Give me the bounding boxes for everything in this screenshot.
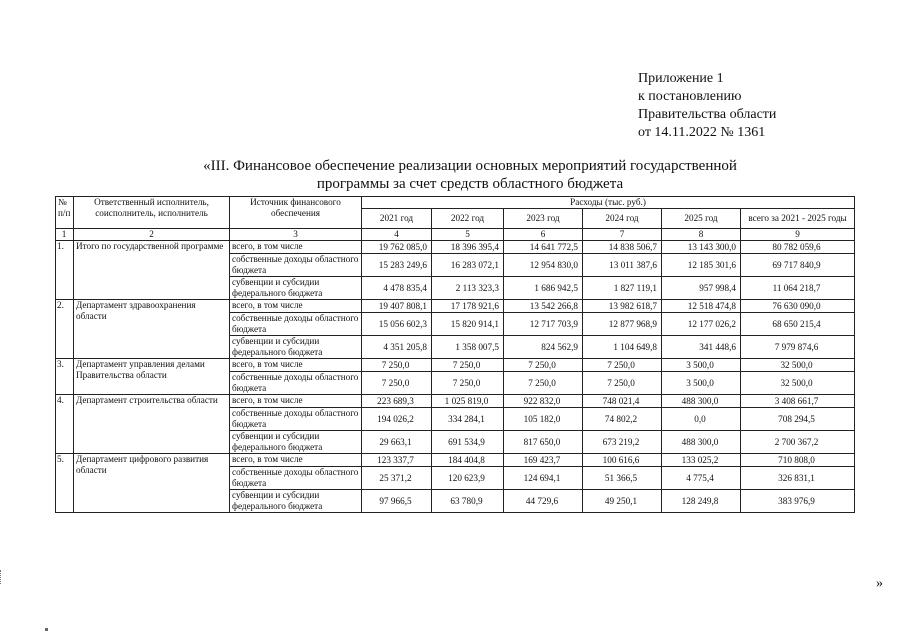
row-source: всего, в том числе [230, 454, 362, 467]
margin-mark [0, 570, 5, 584]
cell-total: 708 294,5 [741, 408, 855, 431]
cell-value: 14 641 772,5 [504, 241, 583, 254]
appendix-line-2: к постановлению [638, 89, 742, 104]
row-source: субвенции и субсидии федерального бюджета [230, 336, 362, 359]
cell-value: 12 877 968,9 [583, 313, 662, 336]
title-line-1: «III. Финансовое обеспечение реализации основных мероприятий государственной [203, 158, 737, 174]
cell-value: 13 011 387,6 [583, 254, 662, 277]
cell-value: 488 300,0 [662, 431, 741, 454]
cell-value: 12 954 830,0 [504, 254, 583, 277]
cell-value: 25 371,2 [362, 467, 432, 490]
table-row [56, 300, 855, 313]
cell-total: 32 500,0 [741, 372, 855, 395]
appendix-line-4: от 14.11.2022 № 1361 [638, 125, 766, 140]
cell-value: 1 827 119,1 [583, 277, 662, 300]
table-row [56, 395, 855, 408]
col-index: 7 [583, 229, 662, 241]
cell-value: 341 448,6 [662, 336, 741, 359]
row-num: 3. [56, 359, 74, 395]
cell-value: 15 820 914,1 [432, 313, 504, 336]
cell-value: 15 056 602,3 [362, 313, 432, 336]
cell-total: 383 976,9 [741, 490, 855, 513]
cell-value: 17 178 921,6 [432, 300, 504, 313]
cell-value: 124 694,1 [504, 467, 583, 490]
row-executor: Департамент здравоохранения области [74, 300, 230, 359]
cell-value: 922 832,0 [504, 395, 583, 408]
cell-value: 49 250,1 [583, 490, 662, 513]
cell-value: 128 249,8 [662, 490, 741, 513]
row-source: субвенции и субсидии федерального бюджета [230, 431, 362, 454]
cell-value: 4 478 835,4 [362, 277, 432, 300]
appendix-line-3: Правительства области [638, 107, 777, 122]
cell-value: 18 396 395,4 [432, 241, 504, 254]
cell-value: 1 358 007,5 [432, 336, 504, 359]
cell-value: 1 686 942,5 [504, 277, 583, 300]
cell-value: 19 762 085,0 [362, 241, 432, 254]
cell-total: 710 808,0 [741, 454, 855, 467]
cell-value: 223 689,3 [362, 395, 432, 408]
header-expenses: Расходы (тыс. руб.) [362, 197, 855, 209]
cell-total: 11 064 218,7 [741, 277, 855, 300]
row-source: субвенции и субсидии федерального бюджета [230, 490, 362, 513]
row-num: 5. [56, 454, 74, 513]
cell-value: 824 562,9 [504, 336, 583, 359]
cell-value: 13 143 300,0 [662, 241, 741, 254]
cell-value: 51 366,5 [583, 467, 662, 490]
header-executor: Ответственный исполнитель, соисполнитель, исполнитель [74, 197, 230, 229]
cell-value: 184 404,8 [432, 454, 504, 467]
cell-value: 7 250,0 [362, 372, 432, 395]
cell-value: 7 250,0 [362, 359, 432, 372]
col-index: 1 [56, 229, 74, 241]
appendix-line-1: Приложение 1 [638, 71, 724, 86]
column-index-row [56, 229, 855, 241]
cell-value: 7 250,0 [432, 359, 504, 372]
cell-value: 100 616,6 [583, 454, 662, 467]
row-source: собственные доходы областного бюджета [230, 313, 362, 336]
cell-value: 12 177 026,2 [662, 313, 741, 336]
row-source: субвенции и субсидии федерального бюджета [230, 277, 362, 300]
cell-value: 748 021,4 [583, 395, 662, 408]
cell-value: 19 407 808,1 [362, 300, 432, 313]
appendix-block [638, 70, 776, 142]
row-source: собственные доходы областного бюджета [230, 408, 362, 431]
cell-total: 326 831,1 [741, 467, 855, 490]
cell-total: 7 979 874,6 [741, 336, 855, 359]
row-executor: Департамент строительства области [74, 395, 230, 454]
col-index: 3 [230, 229, 362, 241]
table-row [56, 454, 855, 467]
header-total: всего за 2021 - 2025 годы [741, 209, 855, 229]
table-row [56, 359, 855, 372]
cell-value: 15 283 249,6 [362, 254, 432, 277]
cell-value: 7 250,0 [583, 359, 662, 372]
row-source: собственные доходы областного бюджета [230, 372, 362, 395]
col-index: 8 [662, 229, 741, 241]
cell-total: 2 700 367,2 [741, 431, 855, 454]
cell-value: 673 219,2 [583, 431, 662, 454]
cell-total: 32 500,0 [741, 359, 855, 372]
cell-value: 3 500,0 [662, 372, 741, 395]
row-source: всего, в том числе [230, 300, 362, 313]
table-row [56, 241, 855, 254]
header-year-2022: 2022 год [432, 209, 504, 229]
header-year-2024: 2024 год [583, 209, 662, 229]
header-source: Источник финансового обеспечения [230, 197, 362, 229]
cell-value: 4 775,4 [662, 467, 741, 490]
cell-value: 123 337,7 [362, 454, 432, 467]
margin-dot [45, 628, 48, 631]
cell-value: 169 423,7 [504, 454, 583, 467]
cell-value: 194 026,2 [362, 408, 432, 431]
cell-value: 7 250,0 [583, 372, 662, 395]
cell-value: 120 623,9 [432, 467, 504, 490]
header-year-2021: 2021 год [362, 209, 432, 229]
cell-value: 97 966,5 [362, 490, 432, 513]
row-executor: Департамент управления делами Правительства области [74, 359, 230, 395]
col-index: 5 [432, 229, 504, 241]
cell-value: 13 982 618,7 [583, 300, 662, 313]
title-line-2: программы за счет средств областного бюджета [316, 176, 624, 192]
cell-value: 4 351 205,8 [362, 336, 432, 359]
cell-value: 16 283 072,1 [432, 254, 504, 277]
col-index: 6 [504, 229, 583, 241]
cell-total: 76 630 090,0 [741, 300, 855, 313]
col-index: 4 [362, 229, 432, 241]
col-index: 2 [74, 229, 230, 241]
row-source: собственные доходы областного бюджета [230, 254, 362, 277]
row-num: 1. [56, 241, 74, 300]
row-source: собственные доходы областного бюджета [230, 467, 362, 490]
cell-total: 69 717 840,9 [741, 254, 855, 277]
cell-value: 29 663,1 [362, 431, 432, 454]
cell-value: 0,0 [662, 408, 741, 431]
row-executor: Департамент цифрового развития области [74, 454, 230, 513]
cell-value: 7 250,0 [504, 359, 583, 372]
col-index: 9 [741, 229, 855, 241]
cell-value: 1 104 649,8 [583, 336, 662, 359]
row-source: всего, в том числе [230, 241, 362, 254]
closing-quote-mark: » [876, 576, 883, 591]
cell-value: 12 185 301,6 [662, 254, 741, 277]
cell-value: 74 802,2 [583, 408, 662, 431]
row-executor: Итого по государственной программе [74, 241, 230, 300]
cell-value: 7 250,0 [504, 372, 583, 395]
cell-value: 12 717 703,9 [504, 313, 583, 336]
cell-value: 2 113 323,3 [432, 277, 504, 300]
cell-value: 63 780,9 [432, 490, 504, 513]
cell-total: 80 782 059,6 [741, 241, 855, 254]
header-num: № п/п [56, 197, 74, 229]
cell-value: 334 284,1 [432, 408, 504, 431]
cell-value: 957 998,4 [662, 277, 741, 300]
cell-total: 3 408 661,7 [741, 395, 855, 408]
header-year-2025: 2025 год [662, 209, 741, 229]
cell-value: 44 729,6 [504, 490, 583, 513]
document-title [130, 157, 810, 193]
cell-value: 817 650,0 [504, 431, 583, 454]
row-source: всего, в том числе [230, 395, 362, 408]
cell-value: 488 300,0 [662, 395, 741, 408]
header-year-2023: 2023 год [504, 209, 583, 229]
cell-total: 68 650 215,4 [741, 313, 855, 336]
cell-value: 7 250,0 [432, 372, 504, 395]
financing-table [55, 196, 855, 513]
cell-value: 3 500,0 [662, 359, 741, 372]
cell-value: 133 025,2 [662, 454, 741, 467]
cell-value: 13 542 266,8 [504, 300, 583, 313]
cell-value: 1 025 819,0 [432, 395, 504, 408]
row-num: 2. [56, 300, 74, 359]
row-source: всего, в том числе [230, 359, 362, 372]
cell-value: 691 534,9 [432, 431, 504, 454]
cell-value: 105 182,0 [504, 408, 583, 431]
cell-value: 14 838 506,7 [583, 241, 662, 254]
cell-value: 12 518 474,8 [662, 300, 741, 313]
row-num: 4. [56, 395, 74, 454]
